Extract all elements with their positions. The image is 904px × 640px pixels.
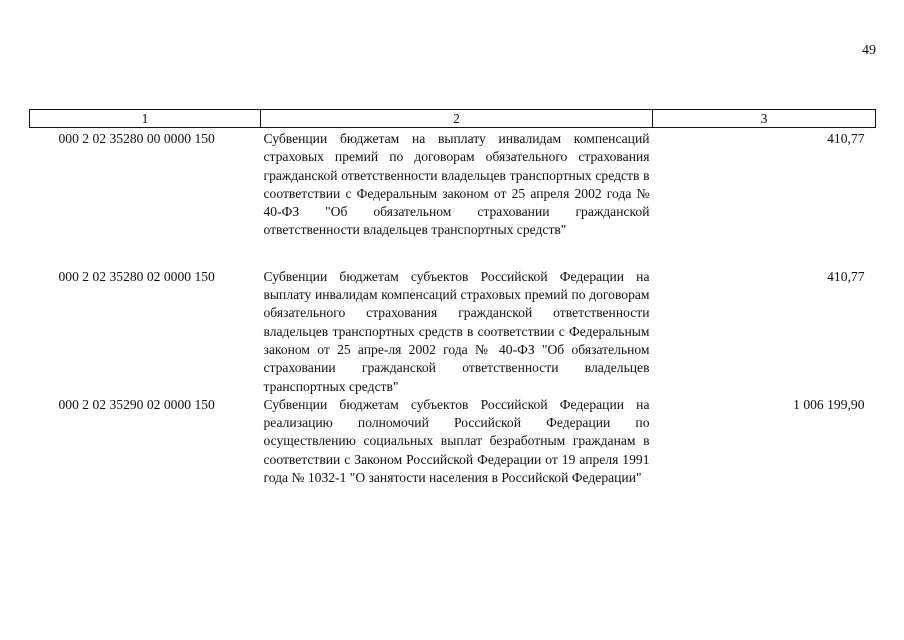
amount-value: 410,77 [827,131,865,146]
budget-table [29,109,876,487]
table-row [30,128,876,240]
classification-code: 000 2 02 35290 02 0000 150 [58,396,215,412]
income-description: Субвенции бюджетам субъектов Российской Федерации на реализацию полномочий Российской Федерации по осуществлению социальных выплат безработным гражданам в соответствии с Законом Российской Федерации от 19 апреля 1991 года № 1032-1 "О занятости населения в Российской Федерации" [263,396,650,486]
table-header-row [30,110,876,128]
amount-value: 410,77 [827,268,865,284]
column-header-description: 2 [261,110,653,128]
income-description: Субвенции бюджетам субъектов Российской Федерации на выплату инвалидам компенсаций страховых премий по договорам обязательного страхования гражданской ответственности владельцев транспортных средств в соответствии с Федеральным законом от 25 апре-ля 2002 года № 40-ФЗ "Об обязательном страховании гражданской ответственности владельцев транспортных средств" [263,268,650,394]
classification-code: 000 2 02 35280 02 0000 150 [58,268,215,284]
amount-value: 1 006 199,90 [793,396,865,412]
income-description: Субвенции бюджетам на выплату инвалидам компенсаций страховых премий по договорам обязательного страхования гражданской ответственности владельцев транспортных средств в соответствии с Федеральным законом от 25 апреля 2002 года № 40-ФЗ "Об обязательном страховании гражданской ответственности владельцев транспортных средств" [263,131,650,238]
page-number: 49 [862,43,876,58]
column-header-code: 1 [30,110,261,128]
classification-code: 000 2 02 35280 00 0000 150 [58,131,215,146]
column-header-amount: 3 [653,110,876,128]
table-row [30,396,876,487]
table-row [30,240,876,396]
